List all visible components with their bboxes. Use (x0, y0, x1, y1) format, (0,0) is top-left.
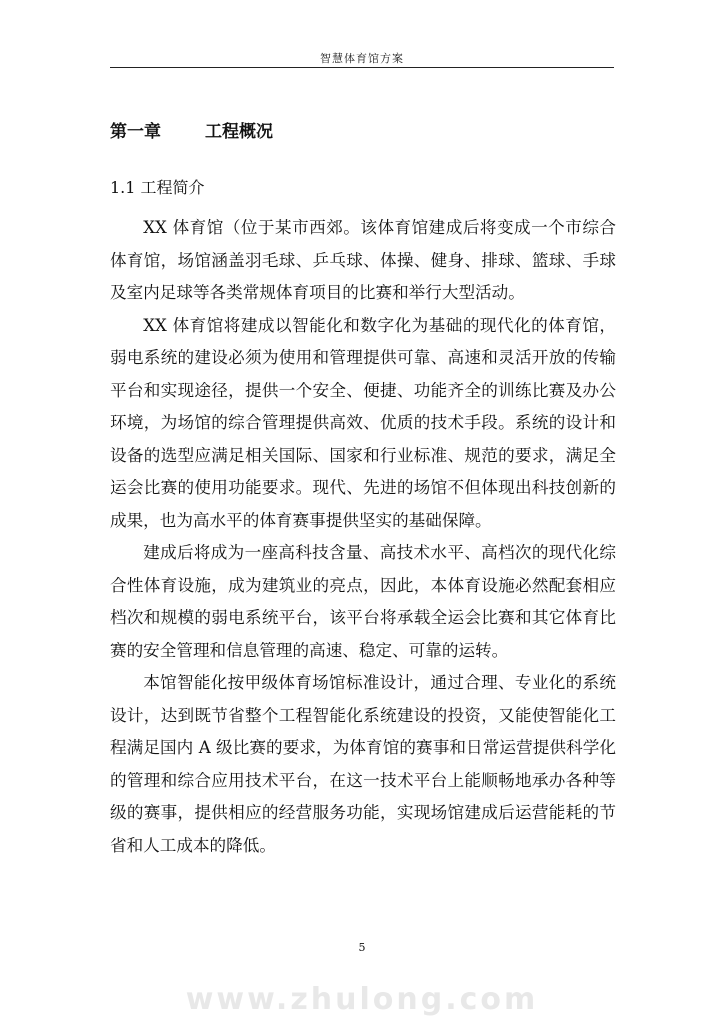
chapter-title: 工程概况 (205, 122, 273, 142)
paragraph-1: XX 体育馆（位于某市西郊。该体育馆建成后将变成一个市综合体育馆，场馆涵盖羽毛球、乒乓球、体操、健身、排球、篮球、手球及室内足球等各类常规体育项目的比赛和举行大型活动。 (110, 218, 616, 302)
chapter-heading (110, 117, 273, 142)
page-number: 5 (358, 941, 366, 954)
chapter-number: 第一章 (110, 122, 161, 142)
running-header: 智慧体育馆方案 (320, 52, 404, 65)
body-text (110, 212, 616, 862)
section-heading: 1.1 工程简介 (110, 178, 205, 197)
paragraph-2: XX 体育馆将建成以智能化和数字化为基础的现代化的体育馆，弱电系统的建设必须为使用和管理提供可靠、高速和灵活开放的传输平台和实现途径，提供一个安全、便捷、功能齐全的训练比赛及办公环境，为场馆的综合管理提供高效、优质的技术手段。系统的设计和设备的选型应满足相关国际、国家和行业标准、规范的要求，满足全运会比赛的使用功能要求。现代、先进的场馆不但体现出科技创新的成果，也为高水平的体育赛事提供坚实的基础保障。 (110, 315, 616, 530)
paragraph-4: 本馆智能化按甲级体育场馆标准设计，通过合理、专业化的系统设计，达到既节省整个工程智能化系统建设的投资，又能使智能化工程满足国内 A 级比赛的要求，为体育馆的赛事和日常运营提供科学化的管理和综合应用技术平台，在这一技术平台上能顺畅地承办各种等级的赛事，提供相应的经营服务功能，实现场馆建成后运营能耗的节省和人工成本的降低。 (110, 673, 616, 855)
header-rule (110, 67, 614, 68)
watermark: www.zhulong.com (185, 982, 539, 1017)
paragraph-3: 建成后将成为一座高科技含量、高技术水平、高档次的现代化综合性体育设施，成为建筑业的亮点，因此，本体育设施必然配套相应档次和规模的弱电系统平台，该平台将承载全运会比赛和其它体育比赛的安全管理和信息管理的高速、稳定、可靠的运转。 (110, 543, 616, 660)
